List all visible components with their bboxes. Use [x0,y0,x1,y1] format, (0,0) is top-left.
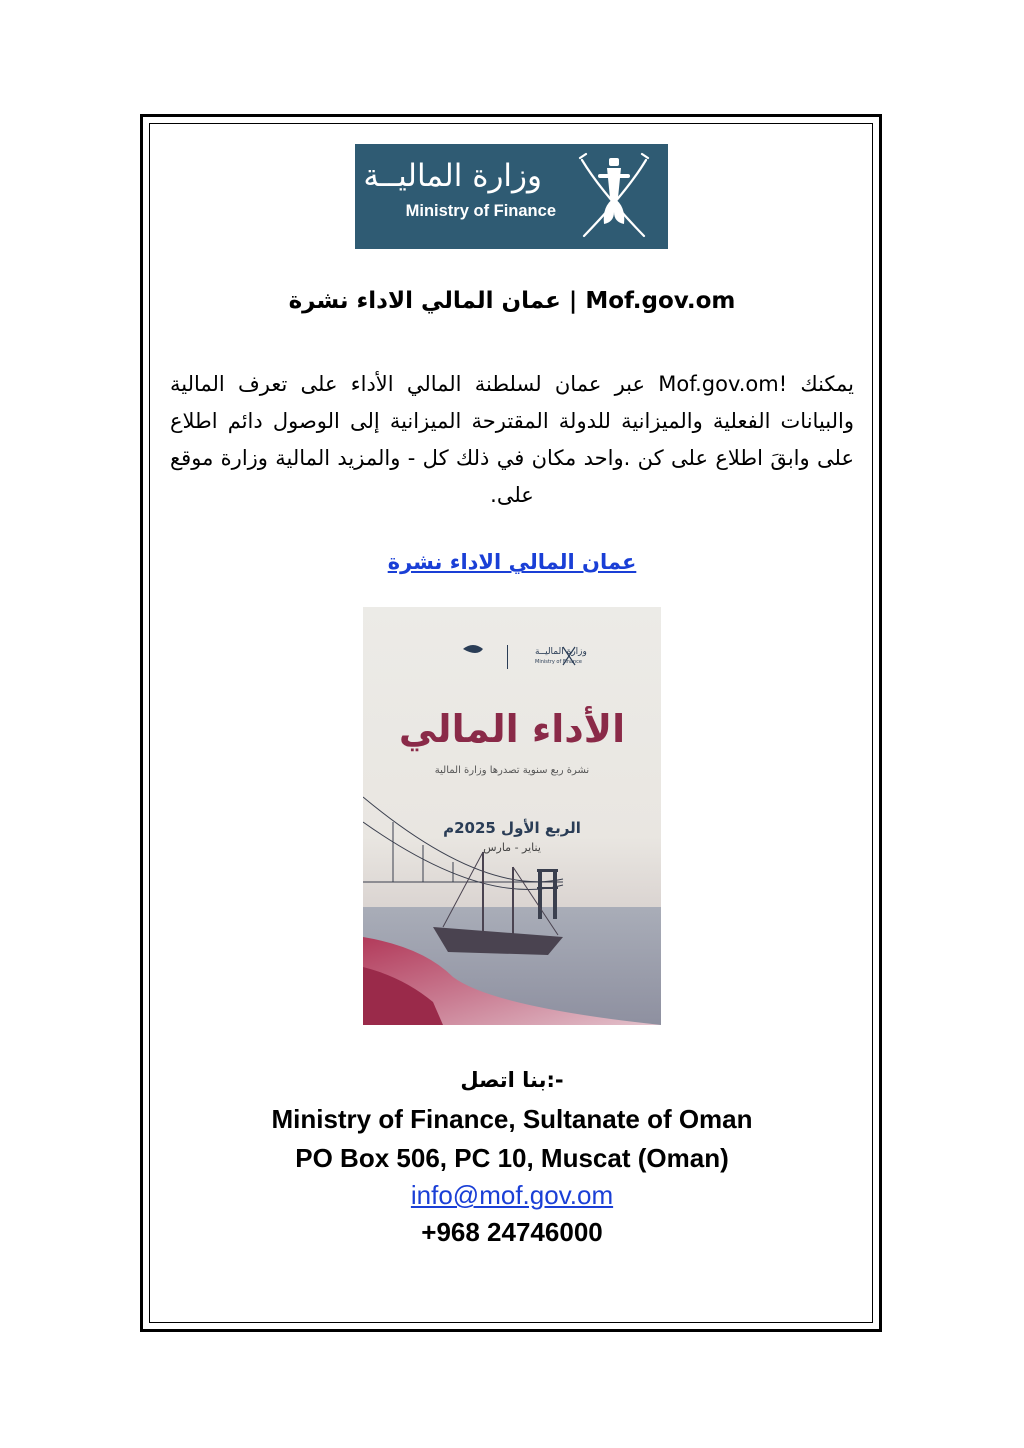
contact-email-link[interactable]: info@mof.gov.om [410,1180,614,1210]
cover-title: الأداء المالي [398,707,626,751]
oman-khanjar-emblem-icon [574,150,654,242]
cover-subtitle: نشرة ربع سنوية تصدرها وزارة المالية [434,765,590,776]
contact-address: PO Box 506, PC 10, Muscat (Oman) [295,1143,729,1173]
intro-paragraph: يمكنك !Mof.gov.om عبر عمان لسلطنة المالي الأداء على تعرف المالية والبيانات الفعلية والميزانية للدولة المقترحة الميزانية إلى الوصول دائم اطلاع على وابقَ اطلاع على كن .واحد مكان في ذلك كل - والمزيد المالية وزارة موقع على. [170,372,854,507]
contact-phone: +968 24746000 [421,1217,603,1247]
cover-months: يناير - مارس [483,841,541,854]
bulletin-cover-image [363,607,661,1025]
logo-arabic-text: وزارة الماليــة [363,158,542,194]
ministry-logo [355,144,668,249]
cover-logo-english: Ministry of Finance [535,659,582,665]
cover-scene-illustration [363,607,661,1025]
bulletin-link[interactable]: عمان المالي الاداء نشرة [387,550,637,574]
cover-logo-arabic: وزارة الماليــة [535,647,587,657]
cover-quarter: الربع الأول 2025م [443,819,581,837]
contact-heading: -:بنا اتصل [460,1068,564,1092]
contact-organization: Ministry of Finance, Sultanate of Oman [271,1104,753,1134]
logo-english-text: Ministry of Finance [405,202,556,220]
page-title: Mof.gov.om | عمان المالي الاداء نشرة [288,288,736,314]
contact-email-row [160,1180,864,1211]
